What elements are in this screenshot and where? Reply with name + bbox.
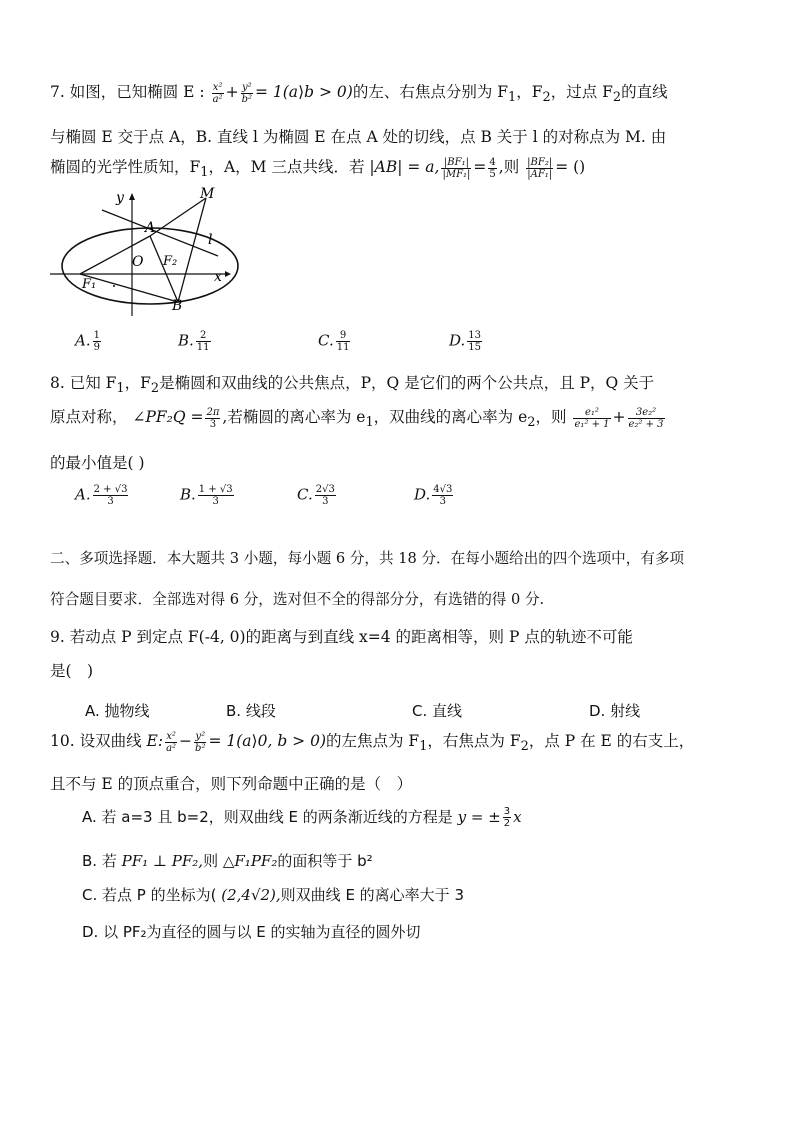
option-label: C. bbox=[297, 485, 313, 504]
q9-line1: 9. 若动点 P 到定点 F(-4, 0)的距离与到直线 x=4 的距离相等，则 P 点的轨迹不可能 bbox=[50, 628, 633, 646]
option-num: 4√3 bbox=[433, 484, 453, 495]
frac-4-5: $\frac{4}{5}$ bbox=[489, 156, 496, 180]
option-den: 3 bbox=[322, 496, 329, 507]
option-text: 则 bbox=[203, 852, 219, 870]
option-label: B. bbox=[180, 485, 196, 504]
option-num: 2 + √3 bbox=[93, 484, 128, 495]
q8-text: 已知 F bbox=[69, 374, 117, 392]
q7-line1: 7. 如图，已知椭圆 E : $\frac{\text{x²}}{\text{a²}}$ + $\frac{\text{y²}}{\text{b²}}$ = 1(a⟩b > 0)的左、右焦点分别为 $F_1$，$F_2$，过点 $F_2$的直线 bbox=[50, 81, 668, 106]
q7-option-d[interactable] bbox=[449, 330, 484, 353]
option-num: 2 bbox=[196, 330, 211, 342]
q10-option-c[interactable]: C. 若点 P 的坐标为( (2,4√2),则双曲线 E 的离心率大于 3 bbox=[82, 886, 464, 904]
option-den: 3 bbox=[212, 496, 219, 507]
option-frac bbox=[432, 484, 453, 507]
option-frac bbox=[93, 484, 129, 507]
option-text: 的面积等于 b² bbox=[277, 852, 373, 870]
q10-text: 的左焦点为 F bbox=[326, 732, 420, 750]
option-frac bbox=[315, 484, 336, 507]
q7-line3: 椭圆的光学性质知，$F_1$，A，M 三点共线．若 |AB| = a, $\frac{\text{|BF₁|}}{\text{|MF₁|}}$ = $\frac{4}{5}$ ,则 $\frac{\text{|BF₂|}}{\text{|AF₁|}}$ = () bbox=[50, 156, 586, 181]
option-frac bbox=[467, 330, 482, 353]
frac-y2-b2: $\frac{\text{y²}}{\text{b²}}$ bbox=[195, 730, 206, 754]
q7-text: ，F bbox=[516, 83, 543, 101]
q8-line1: 8. 已知 $F_1$，$F_2$是椭圆和双曲线的公共焦点，P，Q 是它们的两个公共点，且 P，Q 关于 bbox=[50, 374, 655, 397]
q10-option-a[interactable]: A. 若 a=3 且 b=2，则双曲线 E 的两条渐近线的方程是 y = ± $\frac{3}{2}$ x bbox=[82, 806, 522, 829]
frac-e2: $\frac{\text{3e₂²}}{\text{e₂² + 3}}$ bbox=[628, 406, 664, 430]
q8-option-d[interactable] bbox=[414, 484, 455, 507]
option-num: 2√3 bbox=[315, 484, 335, 495]
option-label: D. bbox=[449, 331, 466, 350]
ellipse-figure bbox=[50, 186, 240, 316]
label-M: M bbox=[200, 186, 215, 202]
frac-x2-a2: $\frac{\text{x²}}{\text{a²}}$ bbox=[212, 81, 223, 105]
option-den: 9 bbox=[93, 342, 100, 353]
option-den: 11 bbox=[196, 342, 210, 353]
q8-option-a[interactable] bbox=[75, 484, 130, 507]
q8-text: 是椭圆和双曲线的公共焦点，P，Q 是它们的两个公共点，且 P，Q 关于 bbox=[159, 374, 655, 392]
q7-option-c[interactable] bbox=[318, 330, 352, 353]
option-den: 3 bbox=[107, 496, 114, 507]
q8-option-c[interactable] bbox=[297, 484, 338, 507]
frac-x2-a2: $\frac{\text{x²}}{\text{a²}}$ bbox=[166, 730, 177, 754]
option-text: B. 若 bbox=[82, 852, 117, 870]
section2-line2: 符合题目要求．全部选对得 6 分，选对但不全的得部分分，有选错的得 0 分. bbox=[50, 591, 545, 608]
option-label: B. bbox=[178, 331, 194, 350]
x-axis-arrow bbox=[225, 271, 231, 277]
dot-mark bbox=[113, 285, 115, 287]
q9-option-d[interactable]: D. 射线 bbox=[589, 702, 641, 720]
q9-option-a[interactable]: A. 抛物线 bbox=[85, 702, 150, 720]
q10-text: ，右焦点为 F bbox=[427, 732, 521, 750]
q10-option-b[interactable]: B. 若 PF₁ ⊥ PF₂,则 △F₁PF₂的面积等于 b² bbox=[82, 852, 373, 870]
option-frac bbox=[196, 330, 211, 353]
q7-text: ，过点 F bbox=[550, 83, 613, 101]
q7-text: 的直线 bbox=[621, 83, 668, 101]
option-den: 3 bbox=[439, 496, 446, 507]
label-l: l bbox=[208, 232, 213, 248]
option-label: C. bbox=[318, 331, 334, 350]
option-label: D. bbox=[414, 485, 431, 504]
q10-text: 10. 设双曲线 bbox=[50, 732, 142, 750]
q10-text: ，点 P 在 E 的右支上， bbox=[528, 732, 695, 750]
label-A: A bbox=[145, 220, 156, 236]
label-y: y bbox=[116, 190, 124, 206]
segment-a-b bbox=[150, 236, 178, 302]
q7-text: ，A，M 三点共线．若 bbox=[208, 158, 365, 176]
q8-option-b[interactable] bbox=[180, 484, 236, 507]
option-num: 1 bbox=[93, 330, 100, 341]
label-F2: F₂ bbox=[163, 254, 178, 269]
q7-number: 7. bbox=[50, 83, 65, 101]
q10-line1: 10. 设双曲线 E: $\frac{\text{x²}}{\text{a²}}$ − $\frac{\text{y²}}{\text{b²}}$ = 1(a⟩0, b > 0)的左焦点为 $F_1$，右焦点为 $F_2$，点 P 在 E 的右支上， bbox=[50, 730, 695, 755]
label-B: B bbox=[172, 298, 183, 314]
q9-line2: 是( ) bbox=[50, 662, 94, 680]
q7-text: 椭圆的光学性质知，F bbox=[50, 158, 201, 176]
option-text: A. 若 a=3 且 b=2，则双曲线 E 的两条渐近线的方程是 bbox=[82, 808, 453, 826]
section2-line1: 二、多项选择题．本大题共 3 小题，每小题 6 分，共 18 分．在每小题给出的四个选项中，有多项 bbox=[50, 550, 685, 567]
q7-text: 的左、右焦点分别为 F bbox=[352, 83, 508, 101]
q9-option-b[interactable]: B. 线段 bbox=[226, 702, 276, 720]
option-frac bbox=[93, 330, 101, 353]
q8-text: ，双曲线的离心率为 e bbox=[373, 408, 528, 426]
frac-bf2-af1: $\frac{\text{|BF₂|}}{\text{|AF₁|}}$ bbox=[527, 156, 553, 180]
option-num: 13 bbox=[468, 330, 481, 341]
label-x: x bbox=[214, 269, 222, 285]
q10-option-d[interactable]: D. 以 PF₂为直径的圆与以 E 的实轴为直径的圆外切 bbox=[82, 923, 421, 941]
option-frac bbox=[336, 330, 351, 353]
q7-line2: 与椭圆 E 交于点 A，B. 直线 l 为椭圆 E 在点 A 处的切线，点 B 关于 l 的对称点为 M. 由 bbox=[50, 128, 667, 146]
option-frac bbox=[198, 484, 234, 507]
option-label: A. bbox=[75, 331, 91, 350]
q8-line3: 的最小值是( ) bbox=[50, 454, 145, 472]
option-num: 1 + √3 bbox=[198, 484, 233, 495]
frac-bf1-mf1: $\frac{\text{|BF₁|}}{\text{|MF₁|}}$ bbox=[442, 156, 471, 180]
q7-text: = () bbox=[555, 158, 586, 176]
q8-text: 原点对称， bbox=[50, 408, 128, 426]
label-O: O bbox=[132, 254, 144, 270]
q7-text: 如图，已知椭圆 E : bbox=[69, 83, 205, 101]
q7-option-a[interactable] bbox=[75, 330, 103, 353]
frac-2pi-3: $\frac{2\pi}{3}$ bbox=[206, 406, 220, 430]
frac-y2-b2: $\frac{\text{y²}}{\text{b²}}$ bbox=[241, 81, 252, 105]
q7-option-b[interactable] bbox=[178, 330, 213, 353]
frac-3-2: $\frac{3}{2}$ bbox=[503, 806, 511, 829]
option-num: 9 bbox=[336, 330, 351, 342]
q8-text: ，则 bbox=[535, 408, 567, 426]
option-den: 11 bbox=[336, 342, 350, 353]
q7-text: 则 bbox=[503, 158, 520, 176]
q8-number: 8. bbox=[50, 374, 65, 392]
frac-e1: $\frac{\text{e₁²}}{\text{e₁² + 1}}$ bbox=[574, 406, 610, 430]
q8-text: ，F bbox=[124, 374, 151, 392]
option-text: C. 若点 P 的坐标为( bbox=[82, 886, 217, 904]
option-text: 则双曲线 E 的离心率大于 3 bbox=[280, 886, 464, 904]
y-axis-arrow bbox=[129, 193, 135, 200]
q8-line2: 原点对称， ∠PF₂Q = $\frac{2\pi}{3}$ ,若椭圆的离心率为 $e_1$，双曲线的离心率为 $e_2$，则 $\frac{\text{e₁²}}{\text{e₁² + 1}}$ + $\frac{\text{3e₂²}}{\text{e₂² + 3}}$ bbox=[50, 406, 664, 431]
q10-line2: 且不与 E 的顶点重合，则下列命题中正确的是（ ） bbox=[50, 775, 413, 793]
q9-option-c[interactable]: C. 直线 bbox=[412, 702, 463, 720]
option-den: 15 bbox=[468, 342, 481, 353]
q8-text: 若椭圆的离心率为 e bbox=[227, 408, 366, 426]
label-F1: F₁ bbox=[82, 277, 97, 292]
option-label: A. bbox=[75, 485, 91, 504]
